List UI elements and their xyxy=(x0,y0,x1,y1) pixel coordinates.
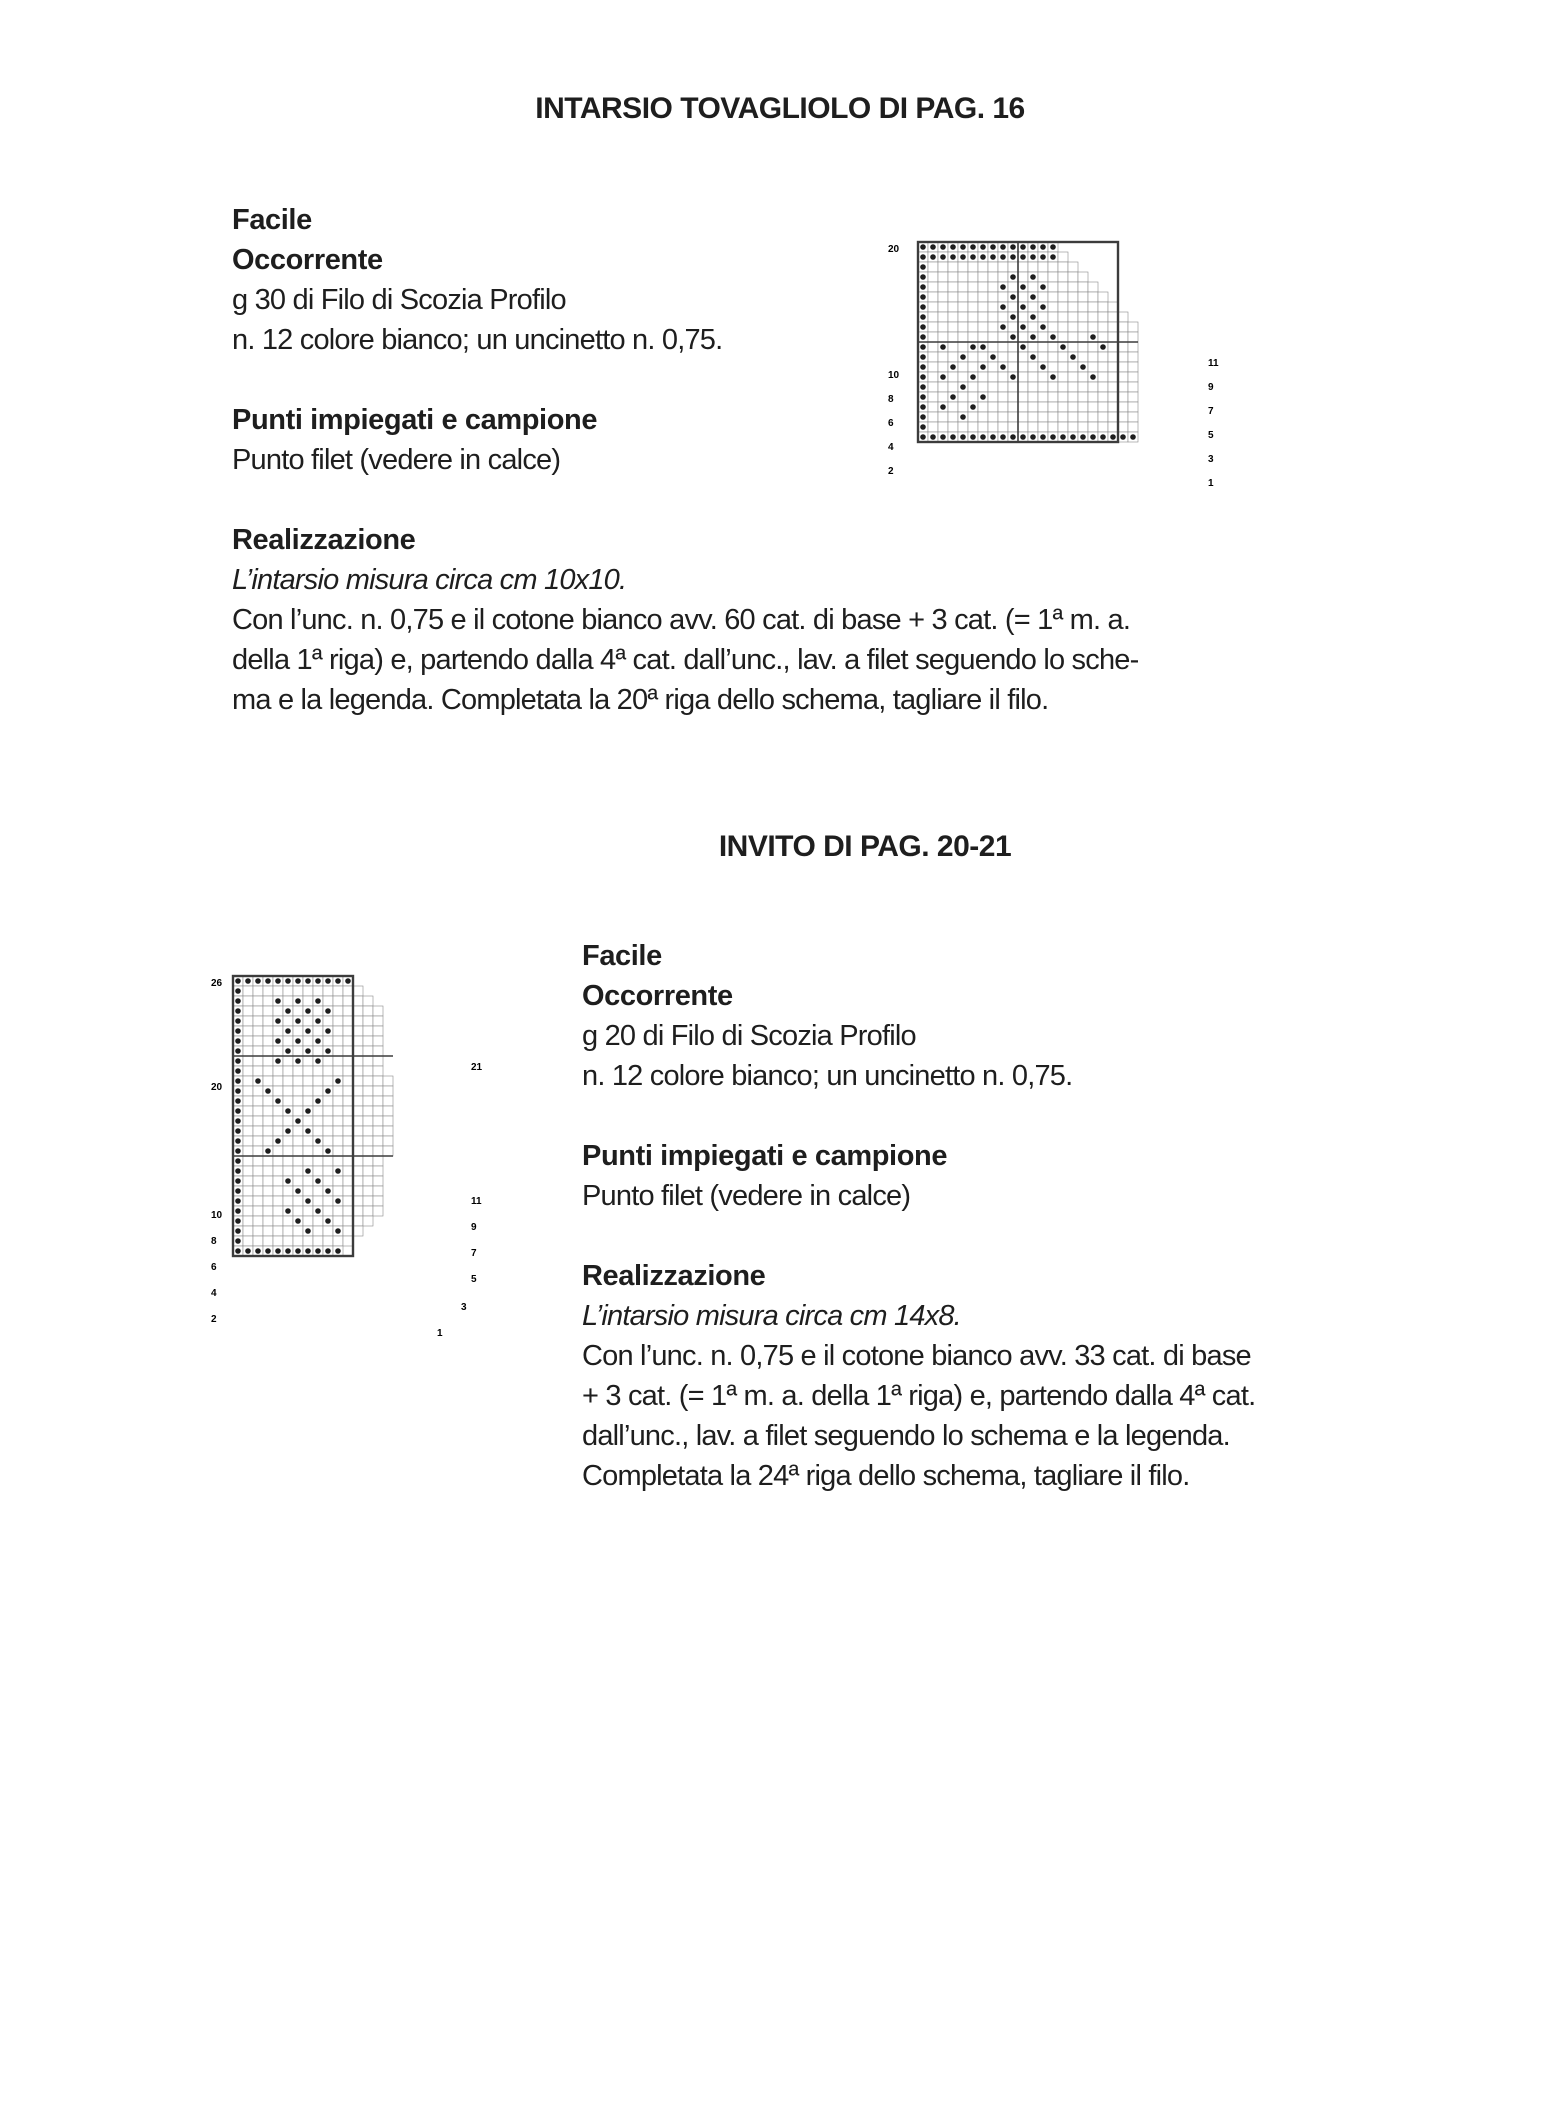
chart-row-label: 11 xyxy=(1208,358,1219,369)
chart-row-label: 1 xyxy=(437,1328,443,1339)
chart-row-label: 20 xyxy=(888,244,900,255)
chart-row-label: 11 xyxy=(471,1196,482,1207)
chart-row-label: 3 xyxy=(1208,454,1214,465)
chart-row-label: 4 xyxy=(888,442,894,453)
chart-row-label: 7 xyxy=(1208,406,1214,417)
materials-line: n. 12 colore bianco; un uncinetto n. 0,75. xyxy=(232,324,723,356)
stitches-text: Punto filet (vedere in calce) xyxy=(232,444,561,476)
difficulty-label: Facile xyxy=(232,204,312,236)
chart-row-label: 2 xyxy=(211,1314,217,1325)
chart-row-label: 1 xyxy=(1208,478,1214,489)
section-1-title: INTARSIO TOVAGLIOLO DI PAG. 16 xyxy=(535,92,1025,125)
chart-row-label: 9 xyxy=(1208,382,1214,393)
chart-row-label: 8 xyxy=(211,1236,217,1247)
chart-row-label: 6 xyxy=(211,1262,217,1273)
chart-row-label: 8 xyxy=(888,394,894,405)
size-note: L’intarsio misura circa cm 14x8. xyxy=(582,1300,961,1332)
stitches-heading: Punti impiegati e campione xyxy=(232,404,598,436)
filet-chart-2-svg xyxy=(205,968,495,1348)
chart-row-label: 5 xyxy=(1208,430,1214,441)
instruction-line: ma e la legenda. Completata la 20ª riga dello schema, tagliare il filo. xyxy=(232,684,1049,716)
instruction-line: Con l’unc. n. 0,75 e il cotone bianco avv. 33 cat. di base xyxy=(582,1340,1251,1372)
instruction-line: dall’unc., lav. a filet seguendo lo schema e la legenda. xyxy=(582,1420,1230,1452)
filet-chart-2 xyxy=(205,968,495,1348)
filet-chart-1 xyxy=(868,230,1228,510)
chart-row-label: 9 xyxy=(471,1222,477,1233)
making-heading: Realizzazione xyxy=(582,1260,766,1292)
chart-row-label: 3 xyxy=(461,1302,467,1313)
chart-row-label: 7 xyxy=(471,1248,477,1259)
difficulty-label: Facile xyxy=(582,940,662,972)
filet-chart-1-svg xyxy=(868,230,1228,510)
chart-row-label: 10 xyxy=(888,370,900,381)
stitches-heading: Punti impiegati e campione xyxy=(582,1140,948,1172)
section-2-title: INVITO DI PAG. 20-21 xyxy=(718,830,1012,863)
chart-grid xyxy=(918,242,1138,442)
chart-row-label: 2 xyxy=(888,466,894,477)
instruction-line: della 1ª riga) e, partendo dalla 4ª cat. dall’unc., lav. a filet seguendo lo sche- xyxy=(232,644,1139,676)
size-note: L’intarsio misura circa cm 10x10. xyxy=(232,564,627,596)
chart-grid xyxy=(233,976,393,1256)
section-1-instructions xyxy=(232,520,1332,720)
section-1-materials xyxy=(232,200,852,480)
chart-row-label: 26 xyxy=(211,978,223,989)
section-2-content xyxy=(582,936,1382,1496)
materials-line: n. 12 colore bianco; un uncinetto n. 0,75. xyxy=(582,1060,1073,1092)
stitches-text: Punto filet (vedere in calce) xyxy=(582,1180,911,1212)
chart-row-label: 5 xyxy=(471,1274,477,1285)
materials-line: g 30 di Filo di Scozia Profilo xyxy=(232,284,566,316)
chart-row-label: 6 xyxy=(888,418,894,429)
chart-row-label: 21 xyxy=(471,1062,483,1073)
chart-row-label: 4 xyxy=(211,1288,217,1299)
chart-row-label: 20 xyxy=(211,1082,223,1093)
instruction-line: Con l’unc. n. 0,75 e il cotone bianco avv. 60 cat. di base + 3 cat. (= 1ª m. a. xyxy=(232,604,1131,636)
making-heading: Realizzazione xyxy=(232,524,416,556)
materials-heading: Occorrente xyxy=(232,244,383,276)
chart-row-label: 10 xyxy=(211,1210,223,1221)
instruction-line: Completata la 24ª riga dello schema, tagliare il filo. xyxy=(582,1460,1190,1492)
materials-line: g 20 di Filo di Scozia Profilo xyxy=(582,1020,916,1052)
instruction-line: + 3 cat. (= 1ª m. a. della 1ª riga) e, partendo dalla 4ª cat. xyxy=(582,1380,1256,1412)
materials-heading: Occorrente xyxy=(582,980,733,1012)
